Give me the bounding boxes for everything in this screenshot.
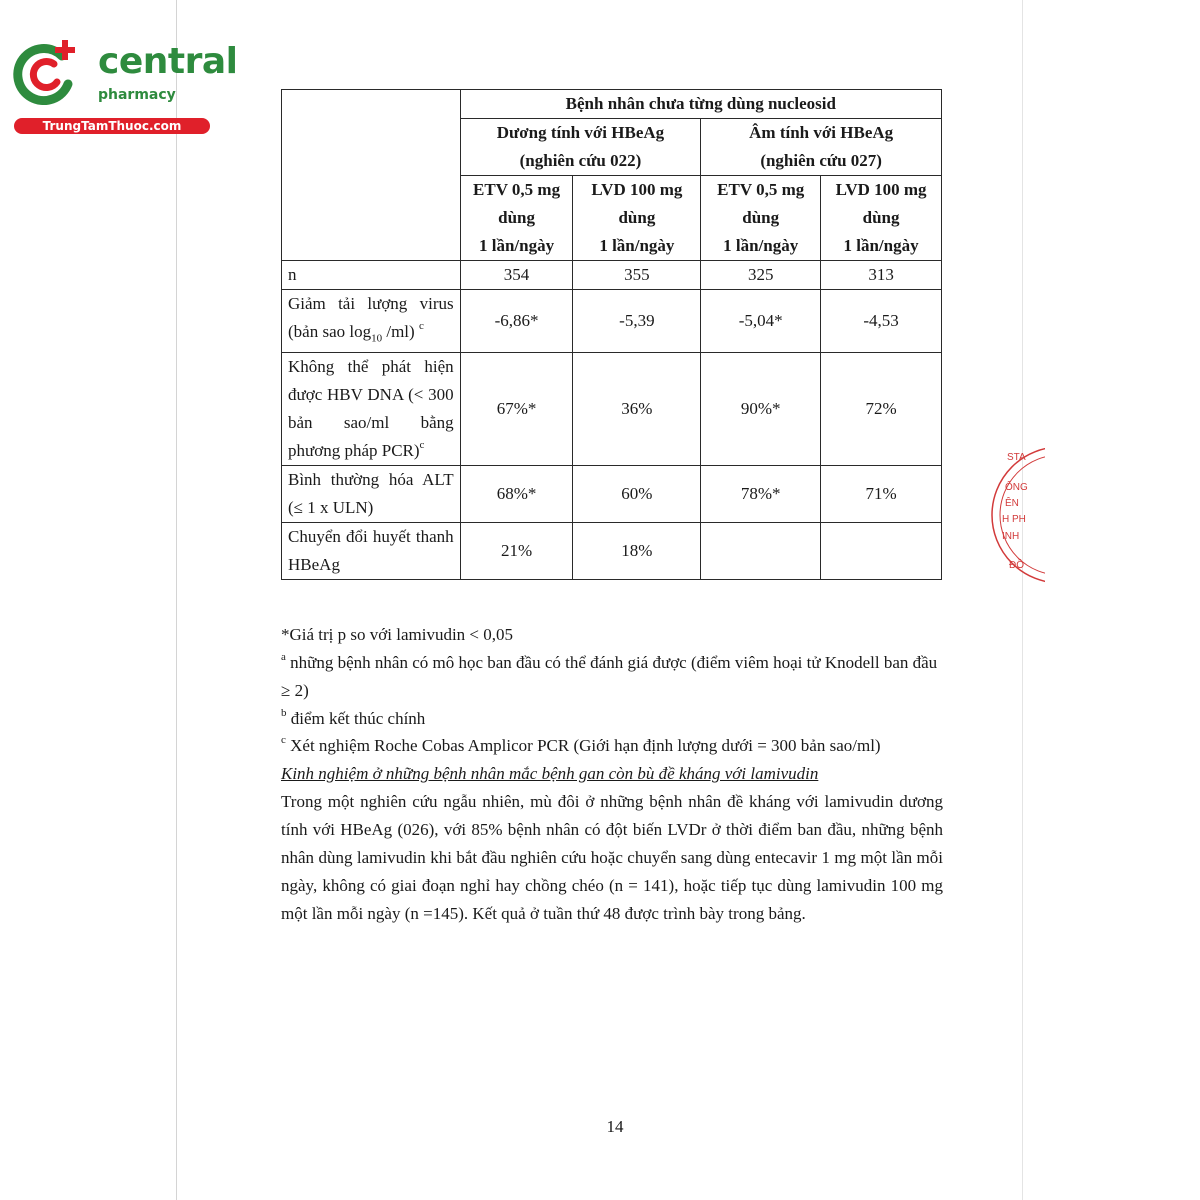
logo-subtitle: pharmacy: [98, 87, 176, 103]
arm-route: dùng: [618, 208, 656, 227]
arm-header-etv-027: [701, 176, 821, 261]
cell-value: -4,53: [821, 290, 942, 353]
stamp-text-5: INH: [1002, 531, 1020, 542]
row-label-unit: /ml): [382, 322, 419, 341]
cell-value: 78%*: [701, 466, 821, 523]
study-header-id: (nghiên cứu 027): [760, 151, 882, 170]
footnote-star: *Giá trị p so với lamivudin < 0,05: [281, 625, 514, 644]
section-paragraph: Trong một nghiên cứu ngẫu nhiên, mù đôi ở những bệnh nhân đề kháng với lamivudin dương tính với HBeAg (026), với 85% bệnh nhân có đột biến LVDr ở thời điểm ban đầu, những bệnh nhân dùng lamivudin khi bắt đầu nghiên cứu hoặc chuyển sang dùng entecavir 1 mg một lần mỗi ngày, không có giai đoạn nghỉ hay chồng chéo (n = 141), hoặc tiếp tục dùng lamivudin 100 mg một lần mỗi ngày (n =145). Kết quả ở tuần thứ 48 được trình bày trong bảng.: [281, 792, 943, 923]
cell-value: 68%*: [460, 466, 573, 523]
row-label-undetectable-hbv: [282, 353, 461, 466]
results-table: [281, 89, 942, 580]
arm-route: dùng: [498, 208, 535, 227]
cell-value: 354: [460, 261, 573, 290]
table-corner-cell: [282, 90, 461, 261]
stamp-text-2: ÔNG: [1005, 482, 1028, 493]
arm-dose: ETV 0,5 mg: [717, 180, 805, 199]
footnote-a: [281, 649, 943, 705]
pharmacy-cross-icon: [10, 38, 80, 108]
study-header-id: (nghiên cứu 022): [519, 151, 642, 170]
arm-dose: LVD 100 mg: [835, 180, 927, 199]
footnote-marker: a: [281, 651, 286, 663]
red-stamp: [985, 440, 1045, 590]
section-heading-text: Kinh nghiệm ở những bệnh nhân mắc bệnh gan còn bù đề kháng với lamivudin: [281, 764, 819, 783]
footnote-c: [281, 732, 943, 760]
study-header-label: Dương tính với HBeAg: [496, 123, 665, 142]
row-label-text: Không thể phát hiện được HBV DNA (< 300 bản sao/ml bằng phương pháp PCR): [288, 357, 454, 461]
logo-wordmark: central: [98, 41, 238, 82]
cell-value: -6,86*: [460, 290, 573, 353]
logo-site-url[interactable]: TrungTamThuoc.com: [14, 118, 210, 134]
footnote-marker: c: [281, 734, 286, 746]
arm-header-etv-022: [460, 176, 573, 261]
footnote-text: Xét nghiệm Roche Cobas Amplicor PCR (Giới hạn định lượng dưới = 300 bản sao/ml): [285, 736, 881, 755]
arm-header-lvd-022: [573, 176, 701, 261]
table-row: [282, 523, 942, 580]
cell-value: 71%: [821, 466, 942, 523]
row-label-alt: Bình thường hóa ALT (≤ 1 x ULN): [282, 466, 461, 523]
arm-route: dùng: [742, 208, 780, 227]
cell-value: 60%: [573, 466, 701, 523]
group-header: Bệnh nhân chưa từng dùng nucleosid: [460, 90, 941, 119]
cell-value: 67%*: [460, 353, 573, 466]
stamp-text-1: STA: [1007, 452, 1026, 463]
footnote-marker: c: [418, 320, 424, 332]
cell-value: 72%: [821, 353, 942, 466]
cell-value: 21%: [460, 523, 573, 580]
cell-value: 18%: [573, 523, 701, 580]
table-header-row: [282, 90, 942, 119]
row-label-text: Giảm tải lượng virus (bản sao log: [288, 294, 454, 341]
stamp-text-6: ĐỒ: [1009, 560, 1024, 571]
cell-value: [821, 523, 942, 580]
arm-header-lvd-027: [821, 176, 942, 261]
stamp-text-4: H PH: [1002, 514, 1026, 525]
table-row: [282, 466, 942, 523]
section-heading: [281, 760, 943, 788]
cell-value: -5,04*: [701, 290, 821, 353]
page-edge-left: [176, 0, 177, 1200]
cell-value: 355: [573, 261, 701, 290]
footnote-b: [281, 705, 943, 733]
cell-value: [701, 523, 821, 580]
row-label-seroconversion: Chuyển đổi huyết thanh HBeAg: [282, 523, 461, 580]
row-label-viral-load: [282, 290, 461, 353]
cell-value: 325: [701, 261, 821, 290]
arm-dose: ETV 0,5 mg: [473, 180, 561, 199]
arm-frequency: 1 lần/ngày: [479, 236, 555, 255]
stamp-text-3: ÊN: [1005, 498, 1019, 509]
cell-value: 36%: [573, 353, 701, 466]
arm-route: dùng: [862, 208, 900, 227]
arm-dose: LVD 100 mg: [591, 180, 683, 199]
arm-frequency: 1 lần/ngày: [599, 236, 675, 255]
page-number-text: 14: [606, 1117, 624, 1136]
table-row: [282, 290, 942, 353]
footnote-marker: c: [419, 439, 425, 452]
footnote-text: điểm kết thúc chính: [286, 709, 426, 728]
cell-value: 313: [821, 261, 942, 290]
cell-value: -5,39: [573, 290, 701, 353]
study-header-label: Âm tính với HBeAg: [749, 123, 894, 142]
study-header-022: [460, 119, 701, 176]
cell-value: 90%*: [701, 353, 821, 466]
arm-frequency: 1 lần/ngày: [843, 236, 919, 255]
table-row: [282, 261, 942, 290]
page-edge-right: [1022, 0, 1023, 1200]
arm-frequency: 1 lần/ngày: [723, 236, 799, 255]
study-header-027: [701, 119, 942, 176]
table-row: [282, 353, 942, 466]
row-label-n: n: [282, 261, 461, 290]
row-label-subscript: 10: [371, 332, 383, 345]
footnote-text: những bệnh nhân có mô học ban đầu có thể đánh giá được (điểm viêm hoại tử Knodell ban đầu ≥ 2): [281, 653, 938, 700]
page-number: [0, 1117, 1200, 1137]
central-pharmacy-logo[interactable]: [10, 38, 238, 138]
footnote-marker: b: [281, 707, 287, 719]
